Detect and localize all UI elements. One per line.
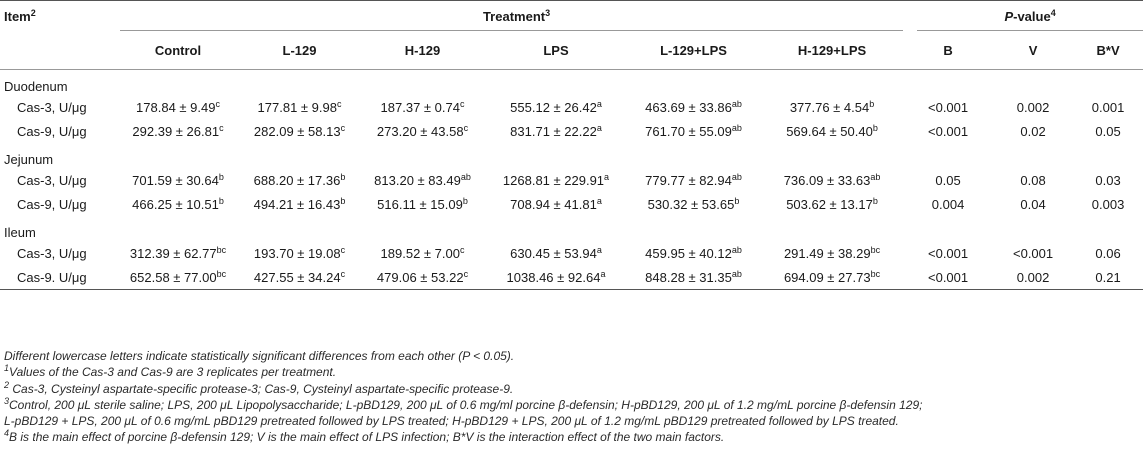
column-header: L-129+LPS: [626, 31, 761, 70]
p-value-cell: <0.001: [928, 99, 969, 115]
table-cell: [240, 168, 359, 192]
table-row: [0, 168, 1143, 192]
table-cell: [116, 95, 240, 119]
table-cell: [626, 119, 761, 143]
significance-letter: b: [340, 171, 346, 182]
cell-value: 466.25 ± 10.51: [132, 196, 219, 212]
column-header: B*V: [1073, 31, 1143, 70]
table-cell: [486, 119, 626, 143]
p-value-cell: 0.05: [935, 172, 961, 188]
p-value-cell: 0.004: [931, 196, 965, 212]
significance-letter: b: [734, 195, 740, 206]
significance-letter: c: [340, 244, 346, 255]
cell-value: 848.28 ± 31.35: [645, 269, 732, 285]
footnote-marker: 4: [4, 428, 10, 439]
cell-value: 291.49 ± 38.29: [783, 245, 871, 261]
column-header: H-129: [359, 31, 486, 70]
significance-letter: c: [459, 244, 465, 255]
cell-value: 736.09 ± 33.63: [783, 172, 871, 188]
row-label: Cas-3, U/μg: [17, 172, 87, 188]
cell-value: 761.70 ± 55.09: [645, 123, 732, 139]
pvalue-header: P-value$^4$: [903, 1, 1143, 32]
treatment-header: Treatment$^3$: [116, 1, 903, 32]
table-cell: [359, 119, 486, 143]
section-row: [0, 70, 1143, 96]
column-header: V: [993, 31, 1073, 70]
significance-letter: b: [869, 98, 875, 109]
cell-value: 1038.46 ± 92.64: [506, 269, 601, 285]
significance-letter: c: [463, 122, 469, 133]
p-value-cell: 0.002: [1016, 269, 1050, 285]
significance-letter: c: [340, 268, 346, 279]
p-value-cell: 0.08: [1020, 172, 1046, 188]
p-value-cell: <0.001: [928, 269, 969, 285]
cell-value: 1268.81 ± 229.91: [502, 172, 605, 188]
table-cell: [761, 95, 903, 119]
footnote-text: Different lowercase letters indicate statistically significant differences from each other (P < 0.05).: [4, 349, 515, 363]
significance-letter: c: [459, 98, 465, 109]
significance-letter: b: [218, 195, 224, 206]
footnote: [4, 381, 922, 397]
footnote: [4, 413, 922, 429]
blank-header-cell: [0, 31, 116, 70]
table-cell: [359, 95, 486, 119]
table-cell: [626, 241, 761, 265]
table-cell: [240, 192, 359, 216]
table-cell: [240, 241, 359, 265]
cell-value: 177.81 ± 9.98: [257, 99, 337, 115]
table-row: [0, 241, 1143, 265]
cell-value: 831.71 ± 22.22: [510, 123, 597, 139]
significance-letter: a: [600, 268, 606, 279]
column-header: Control: [116, 31, 240, 70]
footnotes: [4, 348, 922, 446]
p-value-cell: 0.06: [1095, 245, 1121, 261]
cell-value: 377.76 ± 4.54: [789, 99, 870, 115]
table-cell: [626, 265, 761, 290]
table-cell: [359, 192, 486, 216]
significance-letter: ab: [731, 122, 742, 133]
footnote: [4, 348, 922, 364]
item-header: Item$^2$: [4, 7, 36, 24]
cell-value: 813.20 ± 83.49: [374, 172, 461, 188]
table-cell: [761, 168, 903, 192]
p-value-cell: 0.001: [1091, 99, 1125, 115]
cell-value: 630.45 ± 53.94: [510, 245, 597, 261]
cell-value: 516.11 ± 15.09: [377, 196, 463, 212]
column-header: B: [903, 31, 993, 70]
significance-letter: c: [463, 268, 469, 279]
cell-value: 494.21 ± 16.43: [253, 196, 341, 212]
table-cell: [240, 95, 359, 119]
footnote-marker: 2: [4, 379, 10, 390]
p-value-cell: 0.03: [1095, 172, 1121, 188]
p-value-cell: 0.05: [1095, 123, 1121, 139]
table-cell: [240, 265, 359, 290]
table-cell: [626, 168, 761, 192]
table-cell: [359, 168, 486, 192]
table-cell: [486, 265, 626, 290]
significance-letter: bc: [870, 244, 881, 255]
cell-value: 292.39 ± 26.81: [132, 123, 220, 139]
table-body: [0, 70, 1143, 290]
p-value-cell: 0.04: [1020, 196, 1046, 212]
p-value-cell: 0.002: [1016, 99, 1050, 115]
significance-letter: a: [604, 171, 610, 182]
table-cell: [761, 192, 903, 216]
p-value-cell: <0.001: [928, 123, 969, 139]
significance-letter: ab: [870, 171, 881, 182]
row-label: Cas-9, U/μg: [17, 123, 87, 139]
significance-letter: c: [336, 98, 342, 109]
significance-letter: ab: [731, 244, 742, 255]
significance-letter: c: [215, 98, 220, 109]
significance-letter: bc: [216, 268, 227, 279]
table-row: [0, 265, 1143, 290]
significance-letter: ab: [731, 98, 742, 109]
section-row: [0, 216, 1143, 241]
row-label: Cas-9, U/μg: [17, 196, 87, 212]
significance-letter: bc: [870, 268, 881, 279]
significance-letter: b: [462, 195, 468, 206]
cell-value: 569.64 ± 50.40: [786, 123, 873, 139]
row-label: Cas-9. U/μg: [17, 269, 87, 285]
significance-letter: ab: [460, 171, 471, 182]
table-row: [0, 95, 1143, 119]
cell-value: 178.84 ± 9.49: [136, 99, 216, 115]
cell-value: 427.55 ± 34.24: [253, 269, 341, 285]
footnote-marker: 1: [4, 363, 10, 374]
table-cell: [116, 119, 240, 143]
footnote-marker: 3: [4, 395, 10, 406]
table-row: [0, 119, 1143, 143]
significance-letter: ab: [731, 171, 742, 182]
table-cell: [486, 241, 626, 265]
p-value-cell: <0.001: [1013, 245, 1054, 261]
cell-value: 189.52 ± 7.00: [380, 245, 460, 261]
cell-value: 282.09 ± 58.13: [253, 123, 341, 139]
significance-letter: c: [340, 122, 346, 133]
section-label: Ileum: [4, 225, 36, 240]
table-row: [0, 192, 1143, 216]
table-cell: [359, 241, 486, 265]
significance-letter: a: [596, 122, 602, 133]
footnote-text: Values of the Cas-3 and Cas-9 are 3 replicates per treatment.: [9, 365, 337, 380]
cell-value: 708.94 ± 41.81: [510, 196, 597, 212]
cell-value: 688.20 ± 17.36: [253, 172, 341, 188]
cell-value: 273.20 ± 43.58: [376, 123, 464, 139]
cell-value: 459.95 ± 40.12: [645, 245, 732, 261]
table-cell: [116, 168, 240, 192]
table-cell: [486, 192, 626, 216]
significance-letter: a: [596, 98, 602, 109]
table-cell: [761, 241, 903, 265]
cell-value: 694.09 ± 27.73: [783, 269, 871, 285]
significance-letter: b: [872, 122, 878, 133]
cell-value: 779.77 ± 82.94: [645, 172, 732, 188]
table-cell: [761, 119, 903, 143]
cell-value: 479.06 ± 53.22: [376, 269, 464, 285]
cell-value: 555.12 ± 26.42: [510, 99, 597, 115]
significance-letter: bc: [216, 244, 227, 255]
cell-value: 193.70 ± 19.08: [253, 245, 341, 261]
table-cell: [761, 265, 903, 290]
cell-value: 312.39 ± 62.77: [129, 245, 217, 261]
cell-value: 503.62 ± 13.17: [786, 196, 873, 212]
column-header-row: [0, 31, 1143, 70]
cell-value: 463.69 ± 33.86: [645, 99, 732, 115]
table-cell: [359, 265, 486, 290]
footnote: [4, 397, 922, 413]
column-header: H-129+LPS: [761, 31, 903, 70]
table-cell: [116, 192, 240, 216]
table-cell: [116, 265, 240, 290]
cell-value: 187.37 ± 0.74: [380, 99, 460, 115]
significance-letter: c: [219, 122, 224, 133]
footnote: [4, 429, 922, 445]
significance-letter: b: [340, 195, 346, 206]
significance-letter: a: [596, 244, 602, 255]
table-cell: [486, 95, 626, 119]
p-value-cell: <0.001: [928, 245, 969, 261]
p-value-cell: 0.003: [1091, 196, 1125, 212]
table-cell: [240, 119, 359, 143]
row-label: Cas-3, U/μg: [17, 99, 87, 115]
significance-letter: b: [218, 171, 224, 182]
section-label: Jejunum: [4, 152, 54, 167]
significance-letter: a: [596, 195, 602, 206]
footnote-text: L-pBD129 + LPS, 200 μL of 0.6 mg/mL pBD129 pretreated followed by LPS treated; H-pBD129 + LPS, 200 μL of 1.2 mg/mL pBD129 pretreated followed by LPS treated.: [4, 414, 899, 429]
table-cell: [116, 241, 240, 265]
section-row: [0, 143, 1143, 168]
cell-value: 652.58 ± 77.00: [129, 269, 217, 285]
table-cell: [626, 192, 761, 216]
row-label: Cas-3, U/μg: [17, 245, 87, 261]
footnote: [4, 364, 922, 380]
table-cell: [626, 95, 761, 119]
significance-letter: ab: [731, 268, 742, 279]
significance-letter: b: [872, 195, 878, 206]
column-header: L-129: [240, 31, 359, 70]
footnote-text: Cas-3, Cysteinyl aspartate-specific protease-3; Cas-9, Cysteinyl aspartate-specific protease-9.: [9, 381, 514, 396]
footnote-text: B is the main effect of porcine β-defensin 129; V is the main effect of LPS infection; B*V is the interaction effect of the two main factors.: [9, 430, 725, 445]
table-cell: [486, 168, 626, 192]
p-value-cell: 0.02: [1020, 123, 1046, 139]
cell-value: 701.59 ± 30.64: [132, 172, 219, 188]
p-value-cell: 0.21: [1095, 269, 1121, 285]
footnote-text: Control, 200 μL sterile saline; LPS, 200 μL Lipopolysaccharide; L-pBD129, 200 μL of 0.6 mg/ml porcine β-defensin; H-pBD129, 200 μL of 1.2 mg/mL porcine β-defensin 129;: [9, 397, 923, 412]
section-label: Duodenum: [4, 79, 68, 94]
cell-value: 530.32 ± 53.65: [647, 196, 735, 212]
column-header: LPS: [486, 31, 626, 70]
